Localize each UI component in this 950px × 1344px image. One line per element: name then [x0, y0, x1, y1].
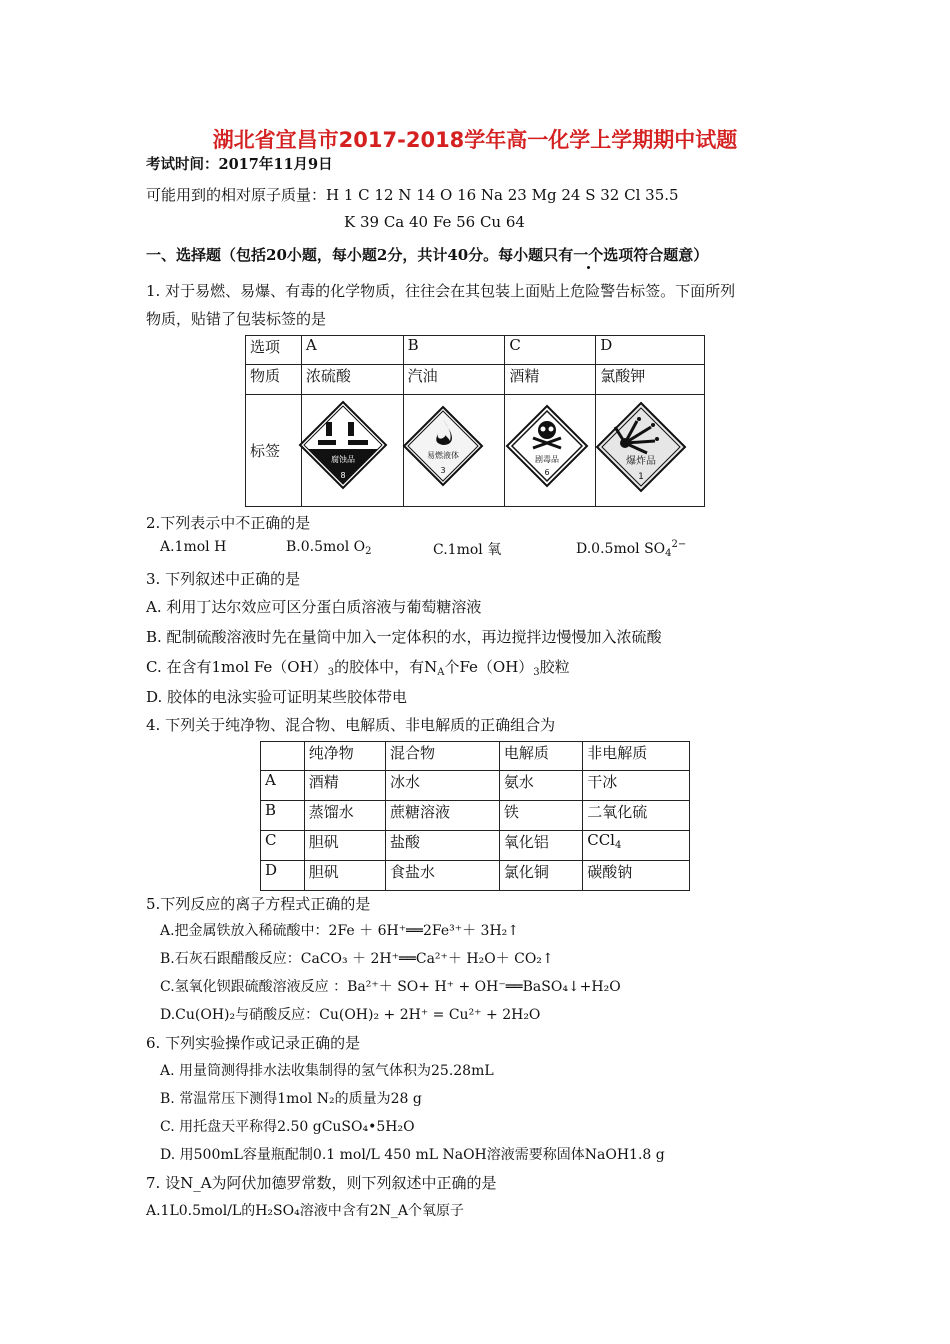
q2-option-d-text: D.0.5mol SO: [576, 541, 666, 557]
q4-cell: 混合物: [386, 742, 500, 771]
q4-cell: 食盐水: [386, 861, 500, 891]
q2-option-a: A.1mol H: [160, 539, 227, 555]
explosive-label: 爆炸品: [626, 456, 656, 467]
q1-cell: 酒精: [505, 365, 596, 395]
q4-cell: 冰水: [386, 771, 500, 801]
q4-stem: 4. 下列关于纯净物、混合物、电解质、非电解质的正确组合为: [146, 716, 556, 734]
q4-cell-ccl4: CCl$_4$: [583, 831, 690, 861]
section-heading-part1: 一、选择题（包括20小题，每小题2分，共计40分。每小题只有: [146, 246, 574, 264]
page-title: 湖北省宜昌市2017-2018学年高一化学上学期期中试题: [212, 128, 738, 152]
q6-option-d: D. 用500mL容量瓶配制0.1 mol/L 450 mL NaOH溶液需要称固体NaOH1.8 g: [160, 1147, 665, 1163]
q1-cell: D: [596, 336, 705, 365]
section-heading-emphasis: 一个: [573, 246, 604, 264]
q4-cell: A: [261, 771, 305, 801]
atomic-mass-line-2: K 39 Ca 40 Fe 56 Cu 64: [344, 213, 525, 231]
q3-option-c: C. 在含有1mol $Fe(OH)_3$的胶体中，有$N_A$个$Fe(OH)_3$胶粒: [146, 658, 570, 678]
flammable-liquid-icon: [402, 405, 484, 487]
q7-option-a: A.1L0.5mol/L的H₂SO₄溶液中含有2N_A个氧原子: [146, 1203, 464, 1219]
q5-option-a: A.把金属铁放入稀硫酸中：2Fe ＋ 6H⁺══2Fe³⁺＋ 3H₂↑: [160, 923, 520, 939]
q5-option-b: B.石灰石跟醋酸反应：CaCO₃ ＋ 2H⁺══Ca²⁺＋ H₂O＋ CO₂↑: [160, 951, 554, 967]
section-heading: [146, 244, 708, 265]
q1-cell: 汽油: [403, 365, 505, 395]
explosive-icon: [595, 401, 687, 493]
q4-table: [260, 741, 690, 891]
flammable-number: 3: [440, 466, 446, 475]
q2-option-b: [286, 539, 372, 557]
q2-stem: 2.下列表示中不正确的是: [146, 514, 311, 532]
q1-cell: 氯酸钾: [596, 365, 705, 395]
q3-option-c-part2: 的胶体中，有N: [334, 658, 438, 676]
q3-stem: 3. 下列叙述中正确的是: [146, 570, 301, 588]
q2-option-d-superscript: 2−: [671, 539, 687, 550]
q5-stem: 5.下列反应的离子方程式正确的是: [146, 895, 371, 913]
q4-cell: 干冰: [583, 771, 690, 801]
q3-option-c-part3: 个Fe（OH）: [444, 658, 534, 676]
q1-cell: 物质: [246, 365, 302, 395]
q4-cell: 碳酸钠: [583, 861, 690, 891]
q6-option-c: C. 用托盘天平称得2.50 gCuSO₄•5H₂O: [160, 1119, 415, 1135]
q7-stem: 7. 设N_A为阿伏加德罗常数，则下列叙述中正确的是: [146, 1174, 497, 1192]
q1-line-2: 物质，贴错了包装标签的是: [146, 310, 327, 328]
q3-option-d: D. 胶体的电泳实验可证明某些胶体带电: [146, 688, 408, 706]
q2-option-b-subscript: 2: [365, 546, 372, 557]
q4-cell: 电解质: [499, 742, 582, 771]
q4-cell: 纯净物: [304, 742, 385, 771]
toxic-skull-icon: [505, 404, 589, 488]
q4-cell: 胆矾: [304, 861, 385, 891]
q3-option-c-part1: C. 在含有1mol Fe（OH）: [146, 658, 328, 676]
q2-option-c: C.1mol 氧: [433, 542, 502, 558]
toxic-number: 6: [544, 468, 550, 477]
q1-cell: C: [505, 336, 596, 365]
corrosive-label: 腐蚀品: [331, 455, 355, 464]
q3-option-c-part4: 胶粒: [539, 658, 570, 676]
atomic-mass-line-1: 可能用到的相对原子质量：H 1 C 12 N 14 O 16 Na 23 Mg 24 S 32 Cl 35.5: [146, 186, 679, 204]
q2-option-d-subscript: 4: [665, 548, 672, 559]
q1-cell: A: [301, 336, 403, 365]
q4-cell: [261, 742, 305, 771]
q4-cell: 胆矾: [304, 831, 385, 861]
q5-option-d: D.Cu(OH)₂与硝酸反应：Cu(OH)₂ + 2H⁺ = Cu²⁺ + 2H₂O: [160, 1007, 541, 1023]
q4-cell: 铁: [499, 801, 582, 831]
q6-option-b: B. 常温常压下测得1mol N₂的质量为28 g: [160, 1091, 422, 1107]
q3-option-b: B. 配制硫酸溶液时先在量筒中加入一定体积的水，再边搅拌边慢慢加入浓硫酸: [146, 628, 662, 646]
q4-cell: 氧化铝: [499, 831, 582, 861]
q4-cell: 盐酸: [386, 831, 500, 861]
q1-cell: 浓硫酸: [301, 365, 403, 395]
q6-stem: 6. 下列实验操作或记录正确的是: [146, 1034, 361, 1052]
q1-line-1: 1. 对于易燃、易爆、有毒的化学物质，往往会在其包装上面贴上危险警告标签。下面所列: [146, 282, 736, 300]
q4-cell: D: [261, 861, 305, 891]
corrosive-icon: [298, 400, 388, 490]
corrosive-number: 8: [340, 471, 346, 480]
q6-option-a: A. 用量筒测得排水法收集制得的氢气体积为25.28mL: [160, 1063, 494, 1079]
q1-cell: 选项: [246, 336, 302, 365]
q4-cell: B: [261, 801, 305, 831]
q2-option-d: [576, 539, 686, 559]
toxic-label: 剧毒品: [535, 455, 559, 464]
q4-cell: 蔗糖溶液: [386, 801, 500, 831]
q5-option-c: C.氢氧化钡跟硫酸溶液反应 ：Ba²⁺＋ SO+ H⁺ + OH⁻══BaSO₄↓+H₂O: [160, 979, 621, 995]
q4-cell: 二氧化硫: [583, 801, 690, 831]
explosive-number: 1: [638, 472, 644, 482]
q4-cell: 氯化铜: [499, 861, 582, 891]
q3-option-a: A. 利用丁达尔效应可区分蛋白质溶液与葡萄糖溶液: [146, 598, 482, 616]
q4-cell: 氨水: [499, 771, 582, 801]
q4-ccl4-text: CCl: [587, 831, 615, 849]
exam-time: 考试时间：2017年11月9日: [146, 156, 333, 173]
q4-cell: 酒精: [304, 771, 385, 801]
q1-cell: B: [403, 336, 505, 365]
q4-cell: 蒸馏水: [304, 801, 385, 831]
flammable-label: 易燃液体: [427, 451, 459, 460]
q2-option-b-text: B.0.5mol O: [286, 539, 366, 555]
q4-cell: C: [261, 831, 305, 861]
section-heading-part2: 选项符合题意）: [603, 246, 709, 264]
q4-cell: 非电解质: [583, 742, 690, 771]
q1-cell: 标签: [246, 395, 302, 507]
